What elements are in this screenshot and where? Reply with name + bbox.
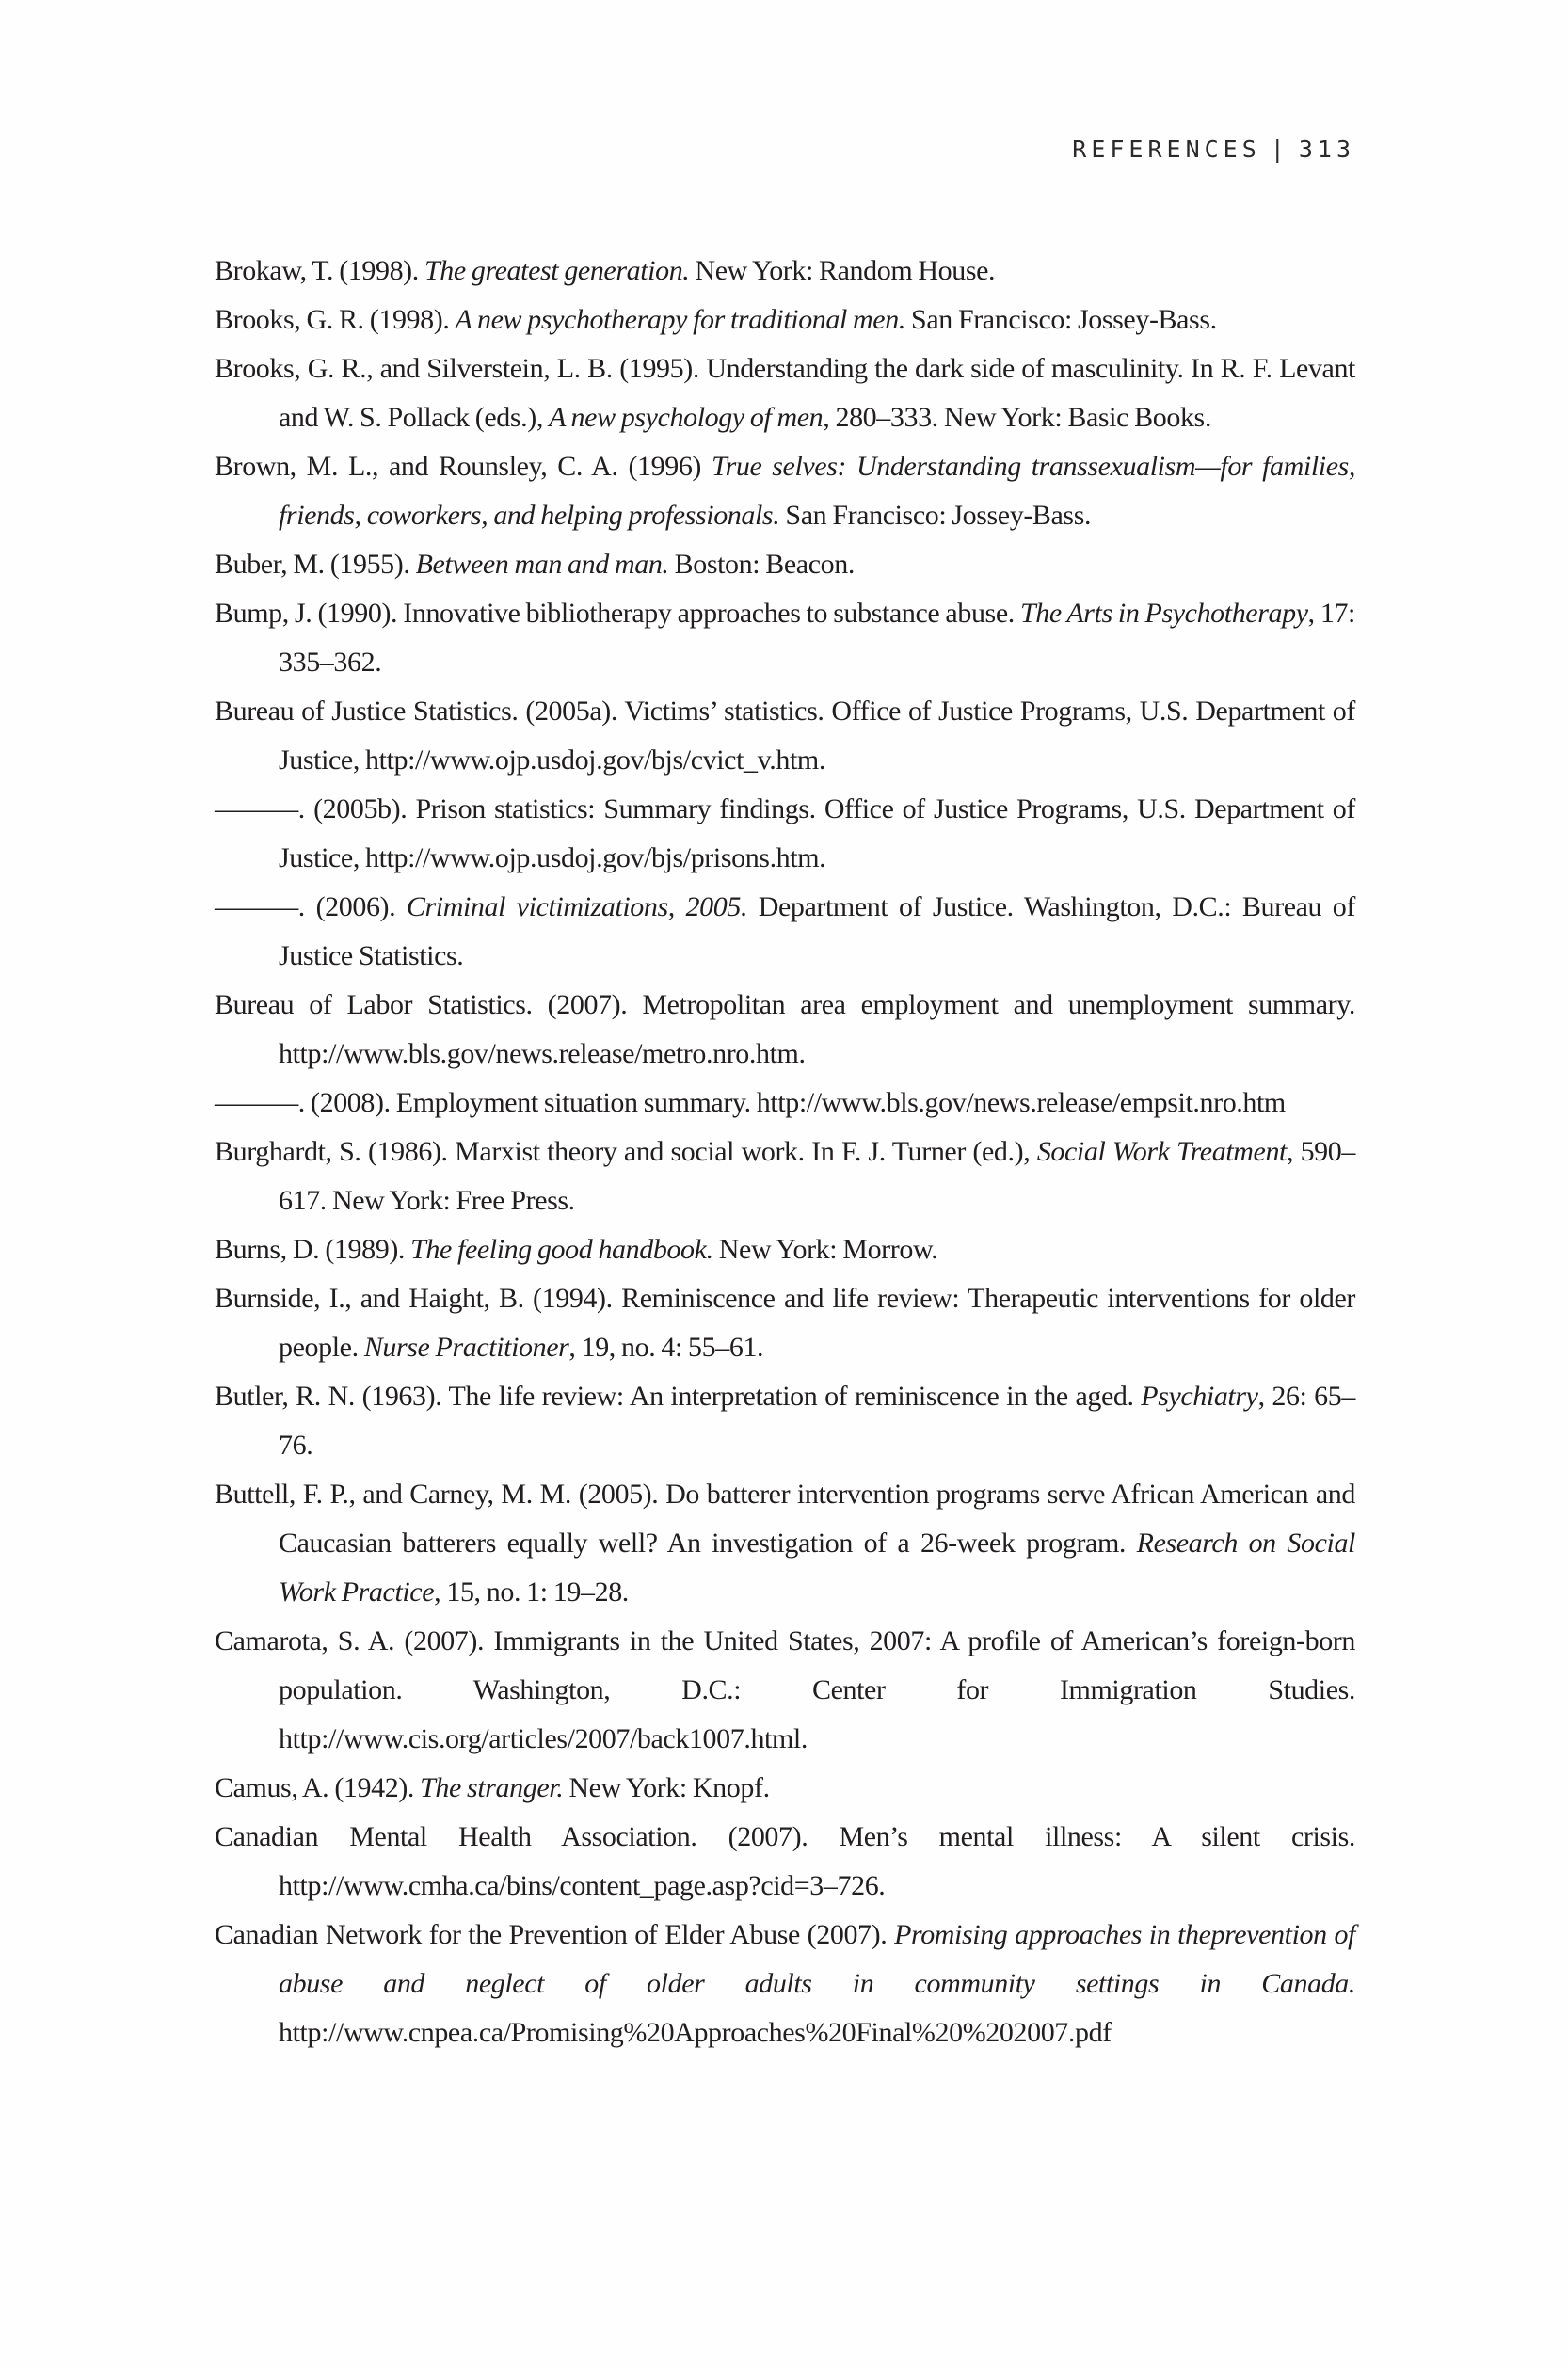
reference-entry	[215, 247, 1355, 296]
reference-text: New York: Morrow.	[712, 1234, 938, 1265]
reference-entry	[215, 1617, 1355, 1764]
reference-entry	[215, 883, 1355, 981]
reference-title-italic: The feeling good handbook.	[410, 1234, 713, 1265]
reference-text: ———. (2006).	[215, 891, 407, 922]
reference-text: Canadian Mental Health Association. (2007). Men’s mental illness: A silent crisis. http://www.cmha.ca/bins/content_page.asp?cid=3–726.	[215, 1821, 1355, 1901]
reference-title-italic: Social Work Treatment	[1036, 1136, 1287, 1167]
reference-text: Brown, M. L., and Rounsley, C. A. (1996)	[215, 451, 712, 482]
reference-text: Brooks, G. R., and Silverstein, L. B. (1995). Understanding the dark side of masculinity. In R. F. Levant and W. S. Pollack (eds.),	[215, 353, 1355, 433]
reference-entry	[215, 1470, 1355, 1617]
reference-text: , 19, no. 4: 55–61.	[568, 1332, 764, 1363]
reference-title-italic: True selves: Understanding transsexualism—for families, friends, coworkers, and helping professionals.	[279, 451, 1355, 531]
reference-entry	[215, 1225, 1355, 1274]
page-number: 313	[1298, 136, 1355, 163]
reference-title-italic: A new psychology of men	[549, 402, 824, 433]
reference-text: San Francisco: Jossey-Bass.	[904, 304, 1217, 335]
reference-entry	[215, 1372, 1355, 1470]
reference-text: , 280–333. New York: Basic Books.	[823, 402, 1211, 433]
reference-text: ———. (2008). Employment situation summary. http://www.bls.gov/news.release/empsit.nro.htm	[215, 1087, 1286, 1118]
reference-text: Camus, A. (1942).	[215, 1772, 421, 1803]
reference-entry	[215, 1764, 1355, 1813]
reference-text: Buber, M. (1955).	[215, 549, 416, 580]
reference-title-italic: Promising approaches in theprevention of abuse and neglect of older adults in community settings in Canada.	[279, 1919, 1355, 1999]
reference-text: Burnside, I., and Haight, B. (1994). Reminiscence and life review: Therapeutic interventions for older people.	[215, 1283, 1355, 1363]
page-header	[1072, 136, 1355, 163]
reference-entry	[215, 1128, 1355, 1225]
reference-entry	[215, 1274, 1355, 1372]
header-separator: |	[1270, 136, 1289, 163]
reference-text: ———. (2005b). Prison statistics: Summary findings. Office of Justice Programs, U.S. Department of Justice, http://www.ojp.usdoj.gov/bjs/prisons.htm.	[215, 793, 1355, 873]
reference-text: Butler, R. N. (1963). The life review: An interpretation of reminiscence in the aged.	[215, 1381, 1142, 1412]
reference-text: Brokaw, T. (1998).	[215, 255, 424, 286]
reference-entry	[215, 344, 1355, 442]
reference-text: Canadian Network for the Prevention of Elder Abuse (2007).	[215, 1919, 895, 1950]
reference-text: Buttell, F. P., and Carney, M. M. (2005). Do batterer intervention programs serve African American and Caucasian batterers equally well? An investigation of a 26-week program.	[215, 1479, 1355, 1559]
reference-text: San Francisco: Jossey-Bass.	[779, 500, 1092, 531]
reference-text: New York: Knopf.	[563, 1772, 770, 1803]
reference-entry	[215, 540, 1355, 589]
reference-title-italic: Nurse Practitioner	[363, 1332, 569, 1363]
reference-title-italic: The greatest generation.	[424, 255, 690, 286]
reference-text: Burghardt, S. (1986). Marxist theory and social work. In F. J. Turner (ed.),	[215, 1136, 1037, 1167]
reference-entry	[215, 442, 1355, 540]
reference-text: , 15, no. 1: 19–28.	[434, 1576, 629, 1608]
reference-entry	[215, 981, 1355, 1079]
reference-entry	[215, 1079, 1355, 1128]
reference-title-italic: The stranger.	[420, 1772, 564, 1803]
reference-entry	[215, 296, 1355, 344]
reference-entry	[215, 785, 1355, 883]
section-title: REFERENCES	[1072, 136, 1261, 163]
reference-entry	[215, 1911, 1355, 2057]
reference-text: Bureau of Justice Statistics. (2005a). Victims’ statistics. Office of Justice Programs, U.S. Department of Justice, http://www.ojp.usdoj.gov/bjs/cvict_v.htm.	[215, 696, 1355, 776]
reference-text: , 590–617. New York: Free Press.	[279, 1136, 1355, 1216]
reference-title-italic: Research on Social Work Practice	[279, 1528, 1355, 1608]
reference-entry	[215, 687, 1355, 785]
reference-title-italic: Criminal victimizations, 2005.	[406, 891, 748, 922]
reference-text: , 17: 335–362.	[279, 598, 1355, 678]
reference-text: Brooks, G. R. (1998).	[215, 304, 456, 335]
reference-entry	[215, 1813, 1355, 1911]
reference-text: Bump, J. (1990). Innovative bibliotherapy approaches to substance abuse.	[215, 598, 1020, 629]
reference-entry	[215, 589, 1355, 687]
reference-title-italic: Psychiatry	[1141, 1381, 1258, 1412]
reference-text: Bureau of Labor Statistics. (2007). Metropolitan area employment and unemployment summary. http://www.bls.gov/news.release/metro.nro.htm.	[215, 989, 1355, 1069]
reference-text: New York: Random House.	[689, 255, 996, 286]
references-list	[215, 247, 1355, 2057]
reference-text: , 26: 65–76.	[279, 1381, 1355, 1461]
reference-title-italic: The Arts in Psychotherapy	[1019, 598, 1308, 629]
reference-title-italic: Between man and man.	[415, 549, 669, 580]
reference-text: Burns, D. (1989).	[215, 1234, 411, 1265]
reference-text: Department of Justice. Washington, D.C.: Bureau of Justice Statistics.	[279, 891, 1355, 971]
reference-text: Camarota, S. A. (2007). Immigrants in the United States, 2007: A profile of American’s foreign-born population. Washington, D.C.: Center for Immigration Studies. http://www.cis.org/articles/2007/back1007.html.	[215, 1625, 1355, 1754]
reference-text: Boston: Beacon.	[668, 549, 855, 580]
reference-text: http://www.cnpea.ca/Promising%20Approaches%20Final%20%202007.pdf	[279, 2017, 1112, 2048]
reference-title-italic: A new psychotherapy for traditional men.	[455, 304, 905, 335]
